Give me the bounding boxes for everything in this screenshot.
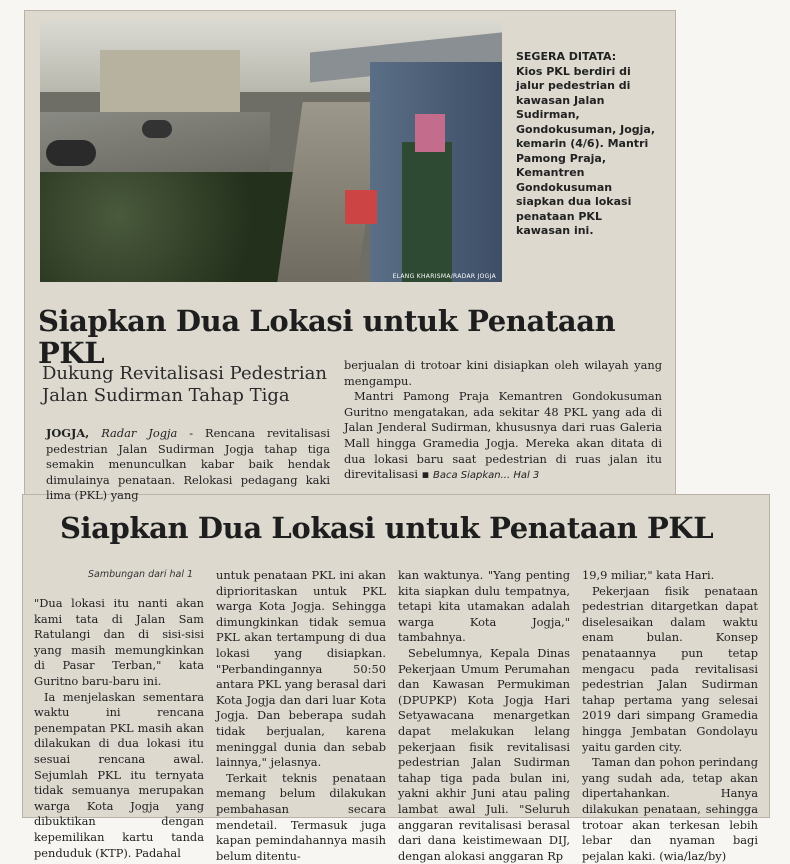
continuation-headline: Siapkan Dua Lokasi untuk Penataan PKL [60, 511, 714, 545]
paragraph: Sebelumnya, Kepala Dinas Pekerjaan Umum Perumahan dan Kawasan Permukiman (DPUPKP) Kota Jogja Hari Setyawacana menargetkan dapat melakukan lelang pekerjaan fisik revitalisasi pedestrian Jalan Sudirman tahap tiga pada bulan ini, yakni akhir Juni atau paling lambat awal Juli. "Seluruh anggaran revitalisasi berasal dari dana keistimewaan DIJ, dengan alokasi anggaran Rp [398, 645, 570, 863]
news-photo [40, 22, 502, 282]
paragraph: Terkait teknis penataan memang belum dilakukan pembahasan secara mendetail. Termasuk juga kapan pemindahannya masih belum ditentu- [216, 770, 386, 863]
photo-sign [345, 190, 377, 224]
source: Radar Jogja [101, 426, 178, 440]
column-1 [34, 596, 204, 861]
paragraph: "Dua lokasi itu nanti akan kami tata di Jalan Sam Ratulangi dan di sisi-sisi yang masih memungkinkan di Pasar Terban," kata Guritno baru-baru ini. [34, 596, 204, 688]
right-column [344, 358, 662, 484]
paragraph: kan waktunya. "Yang penting kita siapkan dulu tempatnya, tetapi kita utamakan adalah warga Kota Jogja," tambahnya. [398, 568, 570, 645]
photo-caption [516, 50, 656, 239]
paragraph-text: Mantri Pamong Praja Kemantren Gondokusuman Guritno mengatakan, ada sekitar 48 PKL yang ada di Jalan Jenderal Sudirman, khususnya dari ruas Galeria Mall hingga Gramedia Jogja. Mereka akan ditata di dua lokasi baru saat pedestrian di ruas jalan itu direvitalisasi [344, 389, 662, 482]
paragraph: Pekerjaan fisik penataan pedestrian ditargetkan dapat diselesaikan dalam waktu enam bulan. Konsep penataannya pun tetap mengacu pada revitalisasi pedestrian Jalan Sudirman tahap pertama yang selesai 2019 dari simpang Gramedia hingga Jembatan Gondolayu yaitu garden city. [582, 583, 758, 754]
photo-plants [40, 172, 300, 282]
paragraph: Mantri Pamong Praja Kemantren Gondokusuman Guritno mengatakan, ada sekitar 48 PKL yang ada di Jalan Jenderal Sudirman, khususnya dari ruas Galeria Mall hingga Gramedia Jogja. Mereka akan ditata di dua lokasi baru saat pedestrian di ruas jalan itu direvitalisasi ▪ Baca Siapkan... Hal 3 [344, 389, 662, 482]
photo-hanging-cloth [415, 114, 445, 152]
article-headline: Siapkan Dua Lokasi untuk Penataan PKL [38, 304, 616, 370]
continued-from-label: Sambungan dari hal 1 [88, 569, 194, 580]
photo-motorbike [46, 140, 96, 166]
photo-motorbike [142, 120, 172, 138]
intro-column [46, 426, 330, 504]
caption-text: Kios PKL berdiri di jalur pedestrian di kawasan Jalan Sudirman, Gondokusuman, Jogja, kemarin (4/6). Mantri Pamong Praja, Kemantren Gondokusuman siapkan dua lokasi penataan PKL kawasan ini. [516, 64, 655, 237]
paragraph: Taman dan pohon perindang yang sudah ada, tetap akan dipertahankan. Hanya dilakukan penataan, sehingga trotoar akan terkesan lebih lebar dan nyaman bagi pejalan kaki. (wia/laz/by) [582, 755, 758, 863]
column-2 [216, 568, 386, 864]
baca-link[interactable]: Baca Siapkan... Hal 3 [432, 470, 540, 482]
column-4 [582, 568, 758, 864]
column-3 [398, 568, 570, 864]
photo-credit: ELANG KHARISMA/RADAR JOGJA [392, 273, 496, 280]
article-subhead: Dukung Revitalisasi Pedestrian Jalan Sudirman Tahap Tiga [42, 363, 327, 406]
photo-building [100, 50, 240, 120]
dateline: JOGJA, [46, 426, 90, 440]
paragraph: 19,9 miliar," kata Hari. [582, 568, 715, 582]
paragraph: untuk penataan PKL ini akan diprioritaskan untuk PKL warga Kota Jogja. Sehingga dimungkinkan tidak semua PKL akan tertampung di dua lokasi yang disiapkan. "Perbandingannya 50:50 antara PKL yang berasal dari Kota Jogja dan dari luar Kota Jogja. Dan beberapa sudah tidak berjualan, karena meninggal dunia dan sebab lainnya," jelasnya. [216, 568, 386, 770]
photo-kiosk-door [402, 142, 452, 282]
paragraph: berjualan di trotoar kini disiapkan oleh wilayah yang mengampu. [344, 358, 662, 388]
intro-text: - Rencana revitalisasi pedestrian Jalan Sudirman Jogja tahap tiga semakin menunculkan kabar baik hendak dimulainya penataan. Relokasi pedagang kaki lima (PKL) yang [46, 426, 330, 503]
paragraph: Ia menjelaskan sementara waktu ini rencana penempatan PKL masih akan dilakukan di dua lokasi itu sesuai rencana awal. Sejumlah PKL itu ternyata tidak semuanya merupakan warga Kota Jogja yang dibuktikan dengan kepemilikan kartu tanda penduduk (KTP). Padahal [34, 689, 204, 860]
caption-head: SEGERA DITATA: [516, 50, 617, 63]
intro-paragraph [46, 426, 330, 504]
